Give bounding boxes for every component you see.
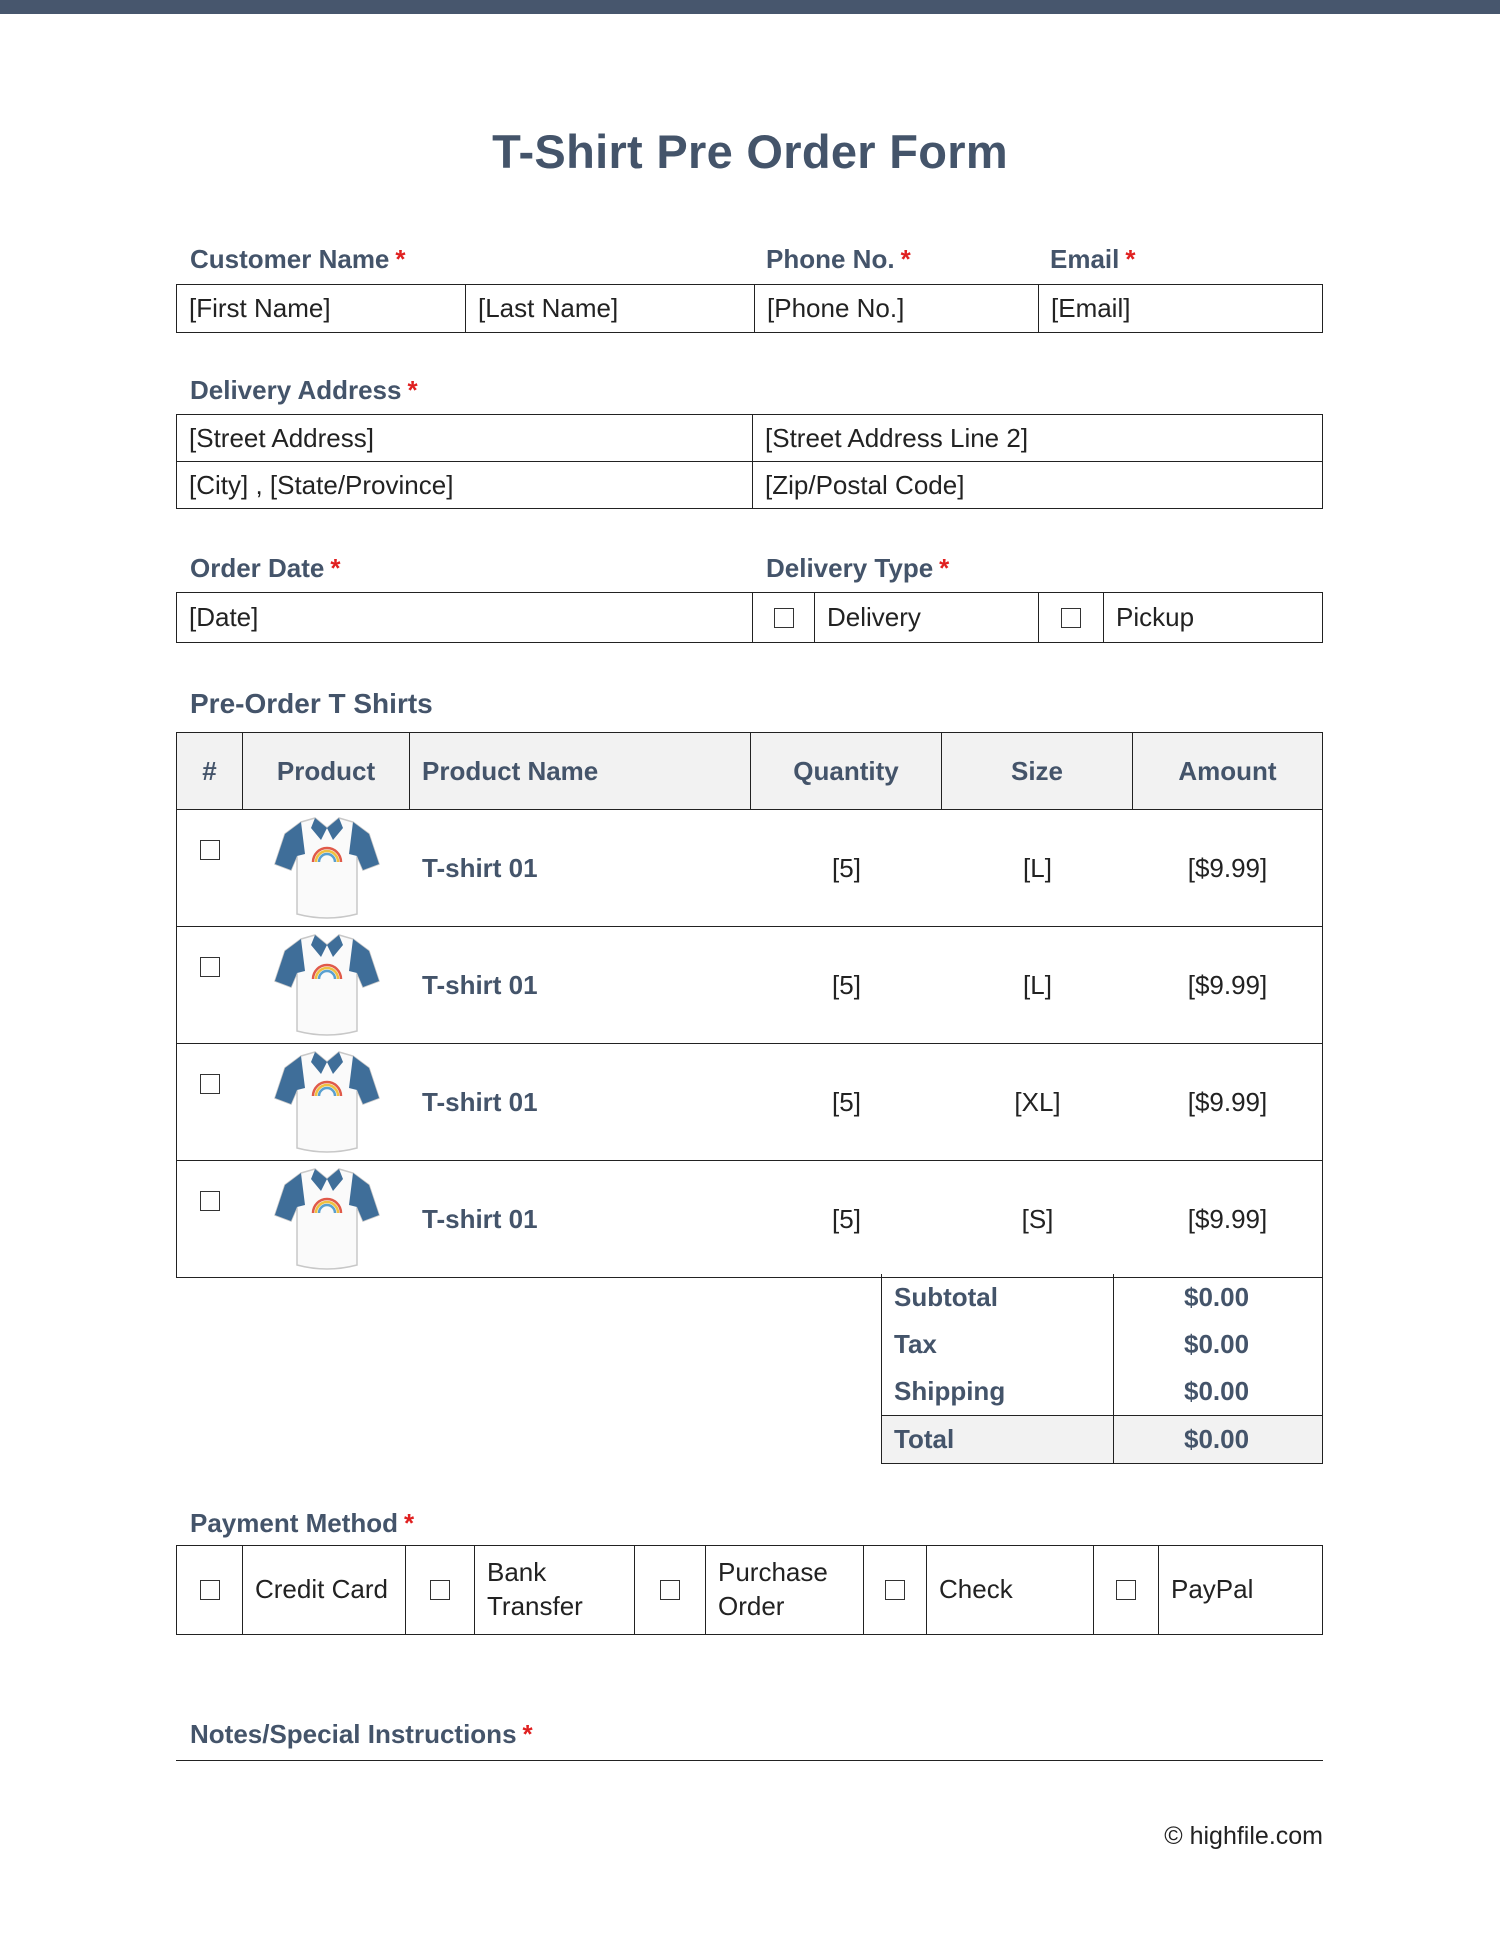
city-state-field[interactable]: [City] , [State/Province] — [177, 462, 753, 508]
product-quantity[interactable]: [5] — [832, 1086, 861, 1117]
product-size[interactable]: [S] — [1021, 1203, 1054, 1234]
required-mark: * — [939, 553, 950, 583]
footer-copyright: © highfile.com — [1164, 1822, 1323, 1850]
total-row — [882, 1415, 1322, 1463]
subtotal-value: $0.00 — [1184, 1282, 1250, 1312]
row-checkbox[interactable] — [200, 957, 220, 977]
product-name: T-shirt 01 — [422, 1203, 538, 1234]
table-row — [177, 1044, 1322, 1161]
product-amount[interactable]: [$9.99] — [1187, 1203, 1268, 1234]
row-checkbox-cell — [177, 810, 243, 926]
first-name-field[interactable]: [First Name] — [177, 285, 466, 332]
email-label: Email * — [1050, 244, 1136, 274]
total-label: Total — [882, 1416, 1114, 1463]
payment-option-paypal: PayPal — [1171, 1574, 1254, 1605]
shipping-label: Shipping — [882, 1368, 1114, 1415]
row-checkbox-cell — [177, 1161, 243, 1277]
total-value: $0.00 — [1184, 1424, 1250, 1454]
customer-name-label: Customer Name * — [190, 244, 406, 274]
notes-line[interactable] — [176, 1760, 1323, 1761]
product-image — [243, 927, 410, 1043]
payment-checkbox-cell — [406, 1546, 475, 1634]
required-mark: * — [404, 1508, 415, 1538]
bank-transfer-checkbox[interactable] — [430, 1580, 450, 1600]
top-accent-bar — [0, 0, 1500, 14]
payment-checkbox-cell — [1094, 1546, 1159, 1634]
paypal-checkbox[interactable] — [1116, 1580, 1136, 1600]
zip-field[interactable]: [Zip/Postal Code] — [765, 469, 965, 500]
header-size: Size — [942, 733, 1133, 809]
product-quantity[interactable]: [5] — [832, 852, 861, 883]
product-image — [243, 810, 410, 926]
tshirt-icon — [271, 1048, 383, 1156]
required-mark: * — [407, 375, 418, 405]
delivery-address-label: Delivery Address * — [190, 375, 418, 405]
subtotal-label: Subtotal — [882, 1274, 1114, 1321]
product-image — [243, 1044, 410, 1160]
table-row — [177, 1161, 1322, 1277]
payment-option-bank-transfer: Bank Transfer — [475, 1546, 635, 1634]
required-mark: * — [330, 553, 341, 583]
header-product: Product — [243, 733, 410, 809]
required-mark: * — [522, 1719, 533, 1749]
product-amount[interactable]: [$9.99] — [1187, 1086, 1268, 1117]
shipping-row — [882, 1368, 1322, 1415]
product-quantity[interactable]: [5] — [832, 969, 861, 1000]
delivery-checkbox[interactable] — [774, 608, 794, 628]
street-address-line2-field[interactable]: [Street Address Line 2] — [765, 422, 1029, 453]
order-date-field[interactable]: [Date] — [177, 593, 753, 642]
row-checkbox[interactable] — [200, 1191, 220, 1211]
customer-fields — [176, 284, 1323, 333]
payment-option-purchase-order: Purchase Order — [706, 1546, 864, 1634]
payment-checkbox-cell — [177, 1546, 243, 1634]
payment-option-check: Check — [927, 1546, 1094, 1634]
header-number: # — [177, 733, 243, 809]
tshirt-icon — [271, 1165, 383, 1273]
product-name: T-shirt 01 — [422, 969, 538, 1000]
phone-field[interactable]: [Phone No.] — [755, 285, 1039, 332]
delivery-checkbox-cell — [753, 593, 815, 642]
required-mark: * — [395, 244, 406, 274]
totals-box — [881, 1274, 1323, 1464]
products-table — [176, 732, 1323, 1278]
delivery-type-label: Delivery Type * — [766, 553, 950, 583]
table-row — [177, 810, 1322, 927]
page-title: T-Shirt Pre Order Form — [492, 125, 1008, 178]
products-table-header — [177, 733, 1322, 810]
payment-method-label: Payment Method * — [190, 1508, 415, 1538]
product-size[interactable]: [L] — [1023, 969, 1052, 1000]
product-size[interactable]: [XL] — [1014, 1086, 1061, 1117]
row-checkbox-cell — [177, 927, 243, 1043]
tshirt-icon — [271, 814, 383, 922]
product-quantity[interactable]: [5] — [832, 1203, 861, 1234]
payment-checkbox-cell — [635, 1546, 706, 1634]
pickup-option-label: Pickup — [1116, 602, 1195, 632]
subtotal-row — [882, 1274, 1322, 1321]
header-amount: Amount — [1178, 755, 1277, 786]
tax-label: Tax — [882, 1321, 1114, 1368]
product-name: T-shirt 01 — [422, 852, 538, 883]
last-name-field[interactable]: [Last Name] — [466, 285, 755, 332]
row-checkbox[interactable] — [200, 1074, 220, 1094]
email-field[interactable]: [Email] — [1051, 293, 1131, 323]
row-checkbox[interactable] — [200, 840, 220, 860]
products-section-label: Pre-Order T Shirts — [190, 688, 433, 719]
check-checkbox[interactable] — [885, 1580, 905, 1600]
order-date-label: Order Date * — [190, 553, 341, 583]
header-quantity: Quantity — [751, 733, 942, 809]
product-amount[interactable]: [$9.99] — [1187, 852, 1268, 883]
pickup-checkbox[interactable] — [1061, 608, 1081, 628]
table-row — [177, 927, 1322, 1044]
row-checkbox-cell — [177, 1044, 243, 1160]
payment-option-credit-card: Credit Card — [243, 1546, 406, 1634]
order-fields — [176, 592, 1323, 643]
notes-label: Notes/Special Instructions * — [190, 1719, 533, 1749]
product-size[interactable]: [L] — [1023, 852, 1052, 883]
required-mark: * — [1125, 244, 1136, 274]
purchase-order-checkbox[interactable] — [660, 1580, 680, 1600]
product-name: T-shirt 01 — [422, 1086, 538, 1117]
required-mark: * — [900, 244, 911, 274]
header-product-name: Product Name — [410, 733, 751, 809]
product-amount[interactable]: [$9.99] — [1187, 969, 1268, 1000]
product-image — [243, 1161, 410, 1277]
tax-row — [882, 1321, 1322, 1368]
shipping-value: $0.00 — [1184, 1376, 1250, 1406]
credit-card-checkbox[interactable] — [200, 1580, 220, 1600]
street-address-field[interactable]: [Street Address] — [177, 415, 753, 461]
address-fields — [176, 414, 1323, 509]
phone-label: Phone No. * — [766, 244, 911, 274]
payment-checkbox-cell — [864, 1546, 927, 1634]
tshirt-icon — [271, 931, 383, 1039]
pickup-checkbox-cell — [1039, 593, 1104, 642]
payment-options — [176, 1545, 1323, 1635]
delivery-option-label: Delivery — [815, 593, 1039, 642]
tax-value: $0.00 — [1184, 1329, 1250, 1359]
